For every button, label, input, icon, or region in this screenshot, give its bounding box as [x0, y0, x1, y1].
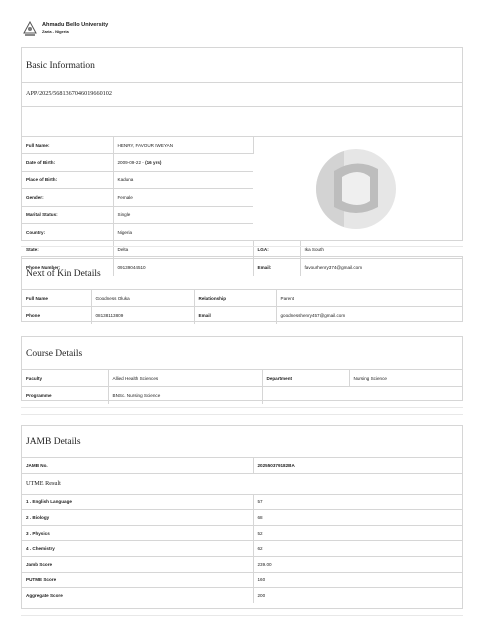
basic-information-section	[21, 47, 463, 270]
place-of-birth-value: Kaduna	[113, 171, 253, 188]
table-row	[22, 290, 462, 307]
course-details-title: Course Details	[26, 349, 83, 359]
state-value: Delta	[113, 241, 253, 258]
state-label: State:	[22, 241, 113, 258]
next-of-kin-section	[21, 256, 463, 322]
university-crest-icon	[22, 21, 38, 37]
basic-information-table	[22, 136, 462, 276]
kin-phone-value: 08138113809	[91, 307, 194, 324]
putme-score-value: 160	[253, 572, 462, 588]
subject-label: 3 . Physics	[22, 525, 253, 541]
faculty-label: Faculty	[22, 370, 108, 387]
subject-score: 62	[253, 541, 462, 557]
next-of-kin-title: Next of Kin Details	[26, 269, 101, 279]
table-row	[22, 541, 462, 557]
table-row	[22, 137, 462, 154]
table-row	[22, 458, 462, 474]
aggregate-score-value: 200	[253, 588, 462, 604]
programme-value: BNSc. Nursing Science	[108, 387, 262, 404]
table-row	[22, 473, 462, 494]
phone-label: Phone Number:	[22, 258, 113, 275]
dob-value	[113, 154, 253, 171]
jamb-details-title: JAMB Details	[26, 437, 81, 447]
country-label: Country:	[22, 223, 113, 240]
table-row	[22, 556, 462, 572]
course-details-section	[21, 336, 463, 401]
department-value: Nursing Science	[349, 370, 462, 387]
gender-value: Female	[113, 189, 253, 206]
subject-score: 52	[253, 525, 462, 541]
application-number: APP/2025/5681367046019660102	[26, 90, 112, 97]
dob-label: Date of Birth:	[22, 154, 113, 171]
course-details-table	[22, 369, 462, 404]
table-row	[22, 494, 462, 510]
kin-name-value: Goodness Oluka	[91, 290, 194, 307]
utme-result-heading: UTME Result	[22, 473, 462, 494]
basic-information-title: Basic Information	[26, 61, 95, 71]
kin-relationship-value: Parent	[276, 290, 462, 307]
kin-phone-label: Phone	[22, 307, 91, 324]
country-value: Nigeria	[113, 223, 253, 240]
university-location: Zaria - Nigeria	[42, 29, 69, 34]
kin-email-value: goodnesshenry457@gmail.com	[276, 307, 462, 324]
jamb-details-section	[21, 425, 463, 609]
putme-score-label: PUTME Score	[22, 572, 253, 588]
phone-value: 09139044510	[113, 258, 253, 275]
lga-value: Ika South	[300, 241, 462, 258]
full-name-label: Full Name:	[22, 137, 113, 154]
marital-status-value: Single	[113, 206, 253, 223]
table-row	[22, 387, 462, 404]
table-row	[22, 525, 462, 541]
subject-score: 68	[253, 510, 462, 526]
subject-label: 1 . English Language	[22, 494, 253, 510]
email-value: favourhenry374@gmail.com	[300, 258, 462, 275]
jamb-score-label: Jamb Score	[22, 556, 253, 572]
programme-label: Programme	[22, 387, 108, 404]
full-name-value: HENRY, FAVOUR IWEYAN	[113, 137, 253, 154]
table-row	[22, 307, 462, 324]
subject-score: 57	[253, 494, 462, 510]
gender-label: Gender:	[22, 189, 113, 206]
university-name: Ahmadu Bello University	[42, 22, 109, 28]
jamb-details-table	[22, 457, 462, 603]
table-row	[22, 588, 462, 604]
next-of-kin-table	[22, 289, 462, 324]
place-of-birth-label: Place of Birth:	[22, 171, 113, 188]
subject-label: 2 . Biology	[22, 510, 253, 526]
kin-name-label: Full Name	[22, 290, 91, 307]
marital-status-label: Marital Status:	[22, 206, 113, 223]
age: (16 yrs)	[145, 160, 162, 166]
jamb-score-value: 239.00	[253, 556, 462, 572]
table-row	[22, 510, 462, 526]
kin-email-label: Email	[194, 307, 276, 324]
kin-relationship-label: Relationship	[194, 290, 276, 307]
letterhead	[22, 21, 108, 37]
empty-cell	[262, 387, 462, 404]
table-row	[22, 572, 462, 588]
department-label: Department	[262, 370, 349, 387]
lga-label: LGA:	[253, 241, 300, 258]
faculty-value: Allied Health Sciences	[108, 370, 262, 387]
jamb-no-value: 202550379182BA	[253, 458, 462, 474]
passport-photo	[304, 147, 408, 231]
table-row	[22, 370, 462, 387]
passport-photo-cell	[253, 137, 462, 241]
jamb-no-label: JAMB No.	[22, 458, 253, 474]
aggregate-score-label: Aggregate Score	[22, 588, 253, 604]
email-label: Email:	[253, 258, 300, 275]
dob-date: 2009-09-22 -	[117, 160, 146, 166]
subject-label: 4 . Chemistry	[22, 541, 253, 557]
